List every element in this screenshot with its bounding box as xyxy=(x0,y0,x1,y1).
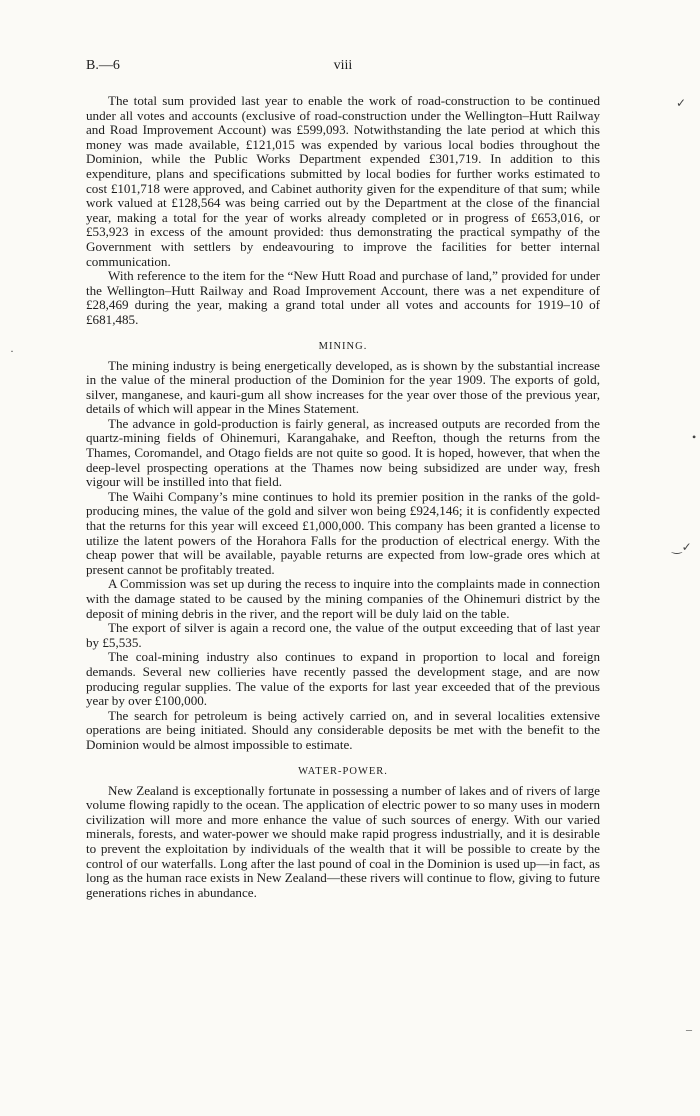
paragraph: The export of silver is again a record one, the value of the output exceeding that of last year by £5,535. xyxy=(86,620,600,650)
margin-tick-icon: ✓ xyxy=(676,96,687,110)
margin-dot-icon: • xyxy=(692,430,697,444)
section-heading-water-power: WATER-POWER. xyxy=(298,765,388,777)
paragraph: New Zealand is exceptionally fortunate in possessing a number of lakes and of rivers of large volume flowing rapidly to the ocean. The application of electric power to so many uses in modern civilization will more and more enhance the value of such sources of energy. With our varied minerals, forests, and water-power we should make rapid progress industrially, and it is desirable to prevent the exploitation by individuals of the wealth that it will be possible to create by the control of our waterfalls. Long after the last pound of coal in the Dominion is used up—in fact, as long as the human race exists in New Zealand—these rivers will continue to flow, giving to future generations riches in abundance. xyxy=(86,782,600,900)
page-header xyxy=(86,58,600,80)
document-reference: B.—6 xyxy=(86,58,120,73)
paragraph: The Waihi Company’s mine continues to hold its premier position in the ranks of the gold-producing mines, the value of the gold and silver won being £924,146; it is confidently expected that the returns for this year will exceed £1,000,000. This company has been granted a license to utilize the latent powers of the Horahora Falls for the production of electrical energy. With the cheap power that will be available, payable returns are expected from low-grade ores which at present cannot be profitably treated. xyxy=(86,488,600,577)
paragraph: The search for petroleum is being actively carried on, and in several localities extensive operations are being initiated. Should any considerable deposits be met with the benefit to the Dominion would be almost impossible to estimate. xyxy=(86,707,600,752)
paragraph: The total sum provided last year to enable the work of road-construction to be continued under all votes and accounts (exclusive of road-construction under the Wellington–Hutt Railway and Road Improvement Account) was £599,093. Notwithstanding the late period at which this money was made available, £121,015 was expended by various local bodies throughout the Dominion, while the Public Works Department expended £301,719. In addition to this expenditure, plans and specifications submitted by local bodies for further works estimated to cost £101,718 were approved, and Cabinet authority given for the expenditure of that sum; while work valued at £128,564 was being carried out by the Department at the close of the financial year, making a total for the year of works already completed or in progress of £653,016, or £53,923 in excess of the amount provided: thus demonstrating the practical sympathy of the Government with settlers by endeavouring to improve the facilities for better internal communication. xyxy=(86,93,600,269)
paragraph: With reference to the item for the “New Hutt Road and purchase of land,” provided for under the Wellington–Hutt Railway and Road Improvement Account, there was a net expenditure of £28,469 during the year, making a grand total under all votes and accounts for 1919–10 of £681,485. xyxy=(86,268,600,327)
section-heading-mining: MINING. xyxy=(318,340,368,352)
document-page xyxy=(86,58,600,900)
paragraph: The advance in gold-production is fairly general, as increased outputs are recorded from the quartz-mining fields of Ohinemuri, Karangahake, and Reefton, though the returns from the Thames, Coromandel, and Otago fields are not quite so good. It is hoped, however, that when the deep-level prospecting operations at the Thames now being subsidized are under way, fresh vigour will be instilled into that field. xyxy=(86,415,600,490)
margin-dot-icon: · xyxy=(10,344,14,358)
margin-dash-icon: – xyxy=(686,1022,692,1036)
paragraph: A Commission was set up during the recess to inquire into the complaints made in connection with the damage stated to be caused by the mining companies of the Ohinemuri district by the deposit of mining debris in the river, and the report will be duly laid on the table. xyxy=(86,576,600,621)
paragraph: The coal-mining industry also continues to expand in proportion to local and foreign demands. Several new collieries have recently passed the development stage, and are now producing regular supplies. The value of the exports for last year exceeded that of the previous year by over £100,000. xyxy=(86,649,600,709)
page-number: viii xyxy=(333,58,353,73)
paragraph: The mining industry is being energetically developed, as is shown by the substantial increase in the value of the mineral production of the Dominion for the year 1909. The exports of gold, silver, manganese, and kauri-gum all show increases for the year over those of the previous year, details of which will appear in the Mines Statement. xyxy=(86,357,600,417)
margin-tick-icon: ‿✓ xyxy=(672,540,692,554)
